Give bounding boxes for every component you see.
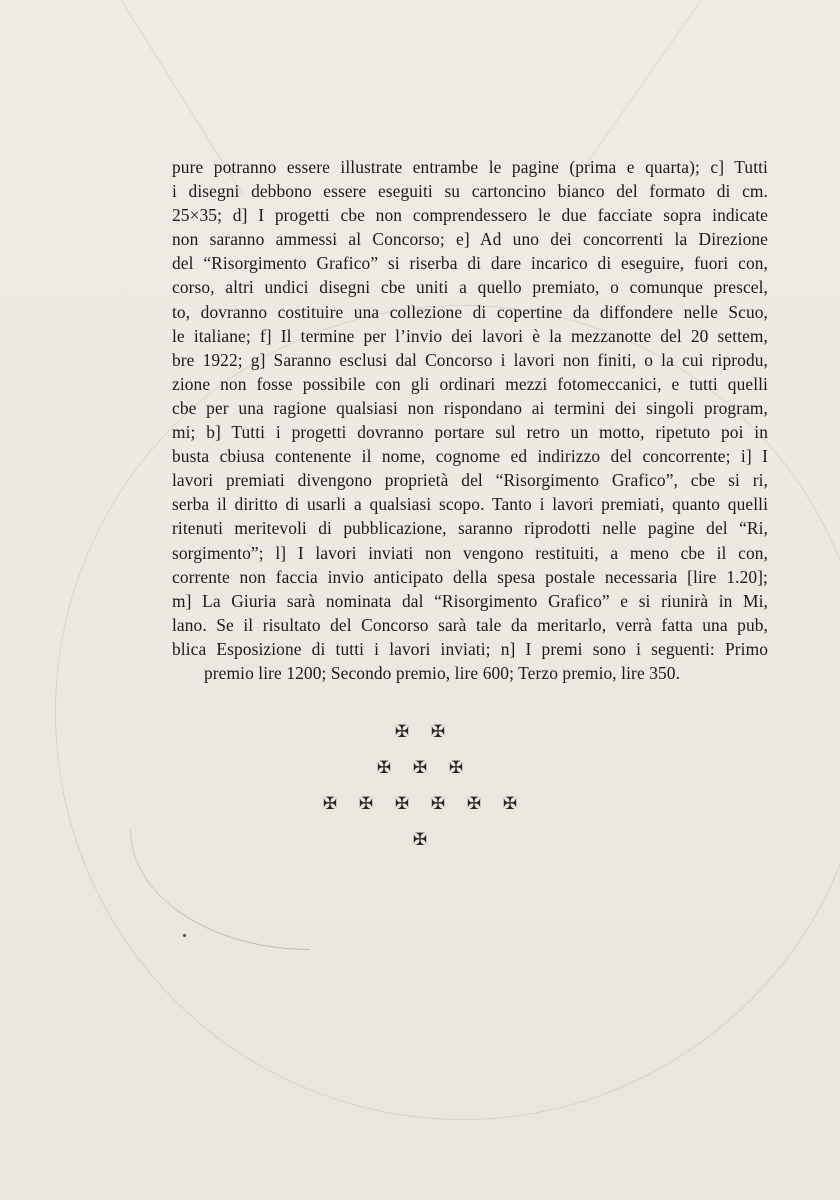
text-line: lavori premiati divengono proprietà del “Risorgimento Grafico”, cbe si ri, — [172, 470, 768, 491]
show-through-line — [585, 0, 701, 165]
text-line: del “Risorgimento Grafico” si riserba di dare incarico di eseguire, fuori con, — [172, 253, 768, 274]
cross-ornament-icon: ✠ — [430, 721, 446, 741]
cross-ornament-icon: ✠ — [376, 757, 392, 777]
cross-ornament-icon: ✠ — [412, 757, 428, 777]
text-line: 25×35; d] I progetti cbe non comprendessero le due facciate sopra indicate — [172, 205, 768, 226]
cross-ornament-icon: ✠ — [394, 721, 410, 741]
ornament-row — [0, 785, 840, 821]
ornament-row — [0, 821, 840, 857]
cross-ornament-icon: ✠ — [502, 793, 518, 813]
cross-ornament-icon: ✠ — [466, 793, 482, 813]
ornament-row — [0, 749, 840, 785]
ornament-group — [0, 713, 840, 857]
text-line: pure potranno essere illustrate entrambe le pagine (prima e quarta); c] Tutti — [172, 157, 768, 177]
text-line-last: premio lire 1200; Secondo premio, lire 600; Terzo premio, lire 350. — [204, 662, 681, 683]
text-line: serba il diritto di usarli a qualsiasi scopo. Tanto i lavori premiati, quanto quelli — [172, 494, 768, 515]
text-line: i disegni debbono essere eseguiti su cartoncino bianco del formato di cm. — [172, 181, 768, 202]
text-line: m] La Giuria sarà nominata dal “Risorgimento Grafico” e si riunirà in Mi, — [172, 590, 768, 611]
text-line: lano. Se il risultato del Concorso sarà tale da meritarlo, verrà fatta una pub, — [172, 614, 768, 635]
body-text — [172, 155, 768, 685]
cross-ornament-icon: ✠ — [394, 793, 410, 813]
text-line: corrente non faccia invio anticipato della spesa postale necessaria [lire 1.20]; — [172, 566, 768, 587]
text-line: corso, altri undici disegni cbe uniti a quello premiato, o comunque prescel, — [172, 277, 768, 298]
text-line: bre 1922; g] Saranno esclusi dal Concorso i lavori non finiti, o la cui riprodu, — [172, 349, 768, 370]
text-line: busta cbiusa contenente il nome, cognome ed indirizzo del concorrente; i] I — [172, 446, 768, 467]
text-line: mi; b] Tutti i progetti dovranno portare sul retro un motto, ripetuto poi in — [172, 422, 768, 443]
ornament-row — [0, 713, 840, 749]
text-line: cbe per una ragione qualsiasi non rispondano ai termini dei singoli program, — [172, 397, 768, 418]
cross-ornament-icon: ✠ — [430, 793, 446, 813]
cross-ornament-icon: ✠ — [448, 757, 464, 777]
text-line: le italiane; f] Il termine per l’invio dei lavori è la mezzanotte del 20 settem, — [172, 325, 768, 346]
paper-speck — [183, 934, 186, 937]
cross-ornament-icon: ✠ — [412, 829, 428, 849]
text-line: to, dovranno costituire una collezione di copertine da diffondere nelle Scuo, — [172, 301, 768, 322]
text-line: zione non fosse possibile con gli ordinari mezzi fotomeccanici, e tutti quelli — [172, 373, 768, 394]
cross-ornament-icon: ✠ — [322, 793, 338, 813]
cross-ornament-icon: ✠ — [358, 793, 374, 813]
text-line: ritenuti meritevoli di pubblicazione, saranno riprodotti nelle pagine del “Ri, — [172, 518, 768, 539]
text-line: sorgimento”; l] I lavori inviati non vengono restituiti, a meno cbe il con, — [172, 542, 768, 563]
text-line: blica Esposizione di tutti i lavori inviati; n] I premi sono i seguenti: Primo — [172, 638, 768, 659]
text-line: non saranno ammessi al Concorso; e] Ad uno dei concorrenti la Direzione — [172, 229, 768, 250]
